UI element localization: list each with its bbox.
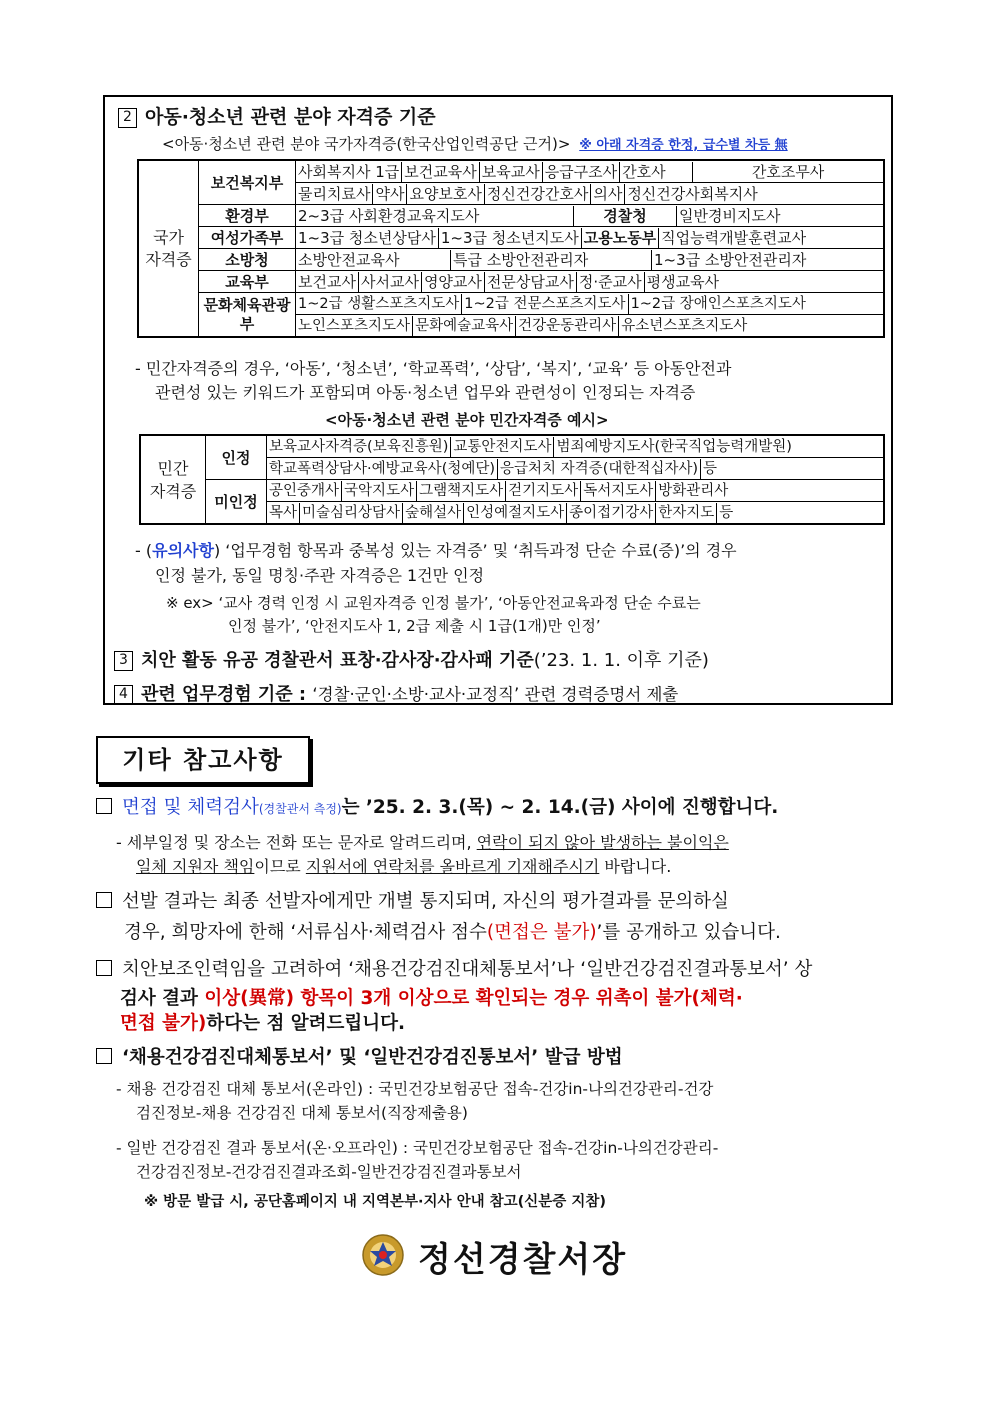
table-cell: 숲해설사 bbox=[403, 503, 464, 523]
table-cell: 일반경비지도사 bbox=[679, 206, 781, 225]
table-cell: 그램책지도사 bbox=[417, 481, 506, 501]
caution-text: ) ‘업무경험 항목과 중복성 있는 자격증’ 및 ‘취득과정 단순 수료(증)’의 경우 bbox=[213, 541, 737, 560]
section-title: 치안 활동 유공 경찰관서 표창·감사장·감사패 기준 bbox=[141, 650, 534, 671]
text: 경우, 희망자에 한해 ‘서류심사·체력검사 점수 bbox=[124, 922, 487, 943]
table-cell: 응급처치 자격증(대한적십자사) bbox=[498, 459, 701, 479]
red-text: 면접 불가) bbox=[120, 1013, 207, 1034]
section-suffix: (’23. 1. 1. 이후 기준) bbox=[533, 650, 709, 671]
red-text: (면접은 불가) bbox=[486, 922, 597, 943]
table-cell: 1~3급 청소년지도사 bbox=[439, 228, 582, 248]
notapproved-row-1 bbox=[267, 481, 883, 501]
ministry-police: 경찰청 bbox=[574, 206, 677, 226]
checkbox-icon bbox=[96, 1048, 112, 1064]
text: - 세부일정 및 장소는 전화 또는 문자로 알려드리며, bbox=[116, 833, 477, 852]
table-cell: 정·준교사 bbox=[577, 272, 645, 292]
private-desc-1: - 민간자격증의 경우, ‘아동’, ‘청소년’, ‘학교폭력’, ‘상담’, ‘복지’, ‘교육’ 등 아동안전과 bbox=[135, 359, 732, 378]
etc-item-2 bbox=[96, 887, 729, 913]
national-caption bbox=[162, 133, 788, 154]
table-cell: 유소년스포츠지도사 bbox=[621, 317, 748, 334]
caution-line-2: 인정 불가, 동일 명칭·주관 자격증은 1건만 인정 bbox=[155, 566, 485, 585]
text: 선발 결과는 최종 선발자에게만 개별 통지되며, 자신의 평가결과를 문의하실 bbox=[122, 891, 729, 912]
checkbox-icon bbox=[96, 798, 112, 814]
caution-word: 유의사항 bbox=[152, 541, 214, 560]
table-cell: 사회복지사 1급 bbox=[296, 162, 402, 182]
culture-row-1 bbox=[296, 294, 883, 314]
table-cell: 목사 bbox=[267, 503, 300, 523]
table-cell: 보육교사 bbox=[480, 162, 543, 182]
section-number: 4 bbox=[114, 685, 133, 705]
etc-item-4-note: ※ 방문 발급 시, 공단홈페이지 내 지역본부·지사 안내 참고(신분증 지참) bbox=[144, 1194, 606, 1210]
section-4-heading bbox=[114, 680, 678, 706]
bokji-row-1 bbox=[296, 162, 883, 182]
ministry-edu: 교육부 bbox=[199, 271, 296, 293]
table-cell: 평생교육사 bbox=[646, 272, 720, 291]
table-cell: 범죄예방지도사(한국직업능력개발원) bbox=[556, 438, 792, 455]
edu-row bbox=[296, 272, 883, 292]
table-cell: 약사 bbox=[373, 184, 407, 204]
section-title: 관련 업무경험 기준 : bbox=[141, 684, 307, 705]
caution-line-1 bbox=[135, 538, 737, 561]
table-cell: 1~2급 생활스포츠지도사 bbox=[296, 294, 462, 314]
etc-item-4-b-1: - 일반 건강검진 결과 통보서(온·오프라인) : 국민건강보험공단 접속-건강in-나의건강관리- bbox=[116, 1139, 719, 1157]
etc-item-4 bbox=[96, 1043, 623, 1069]
etc-item-2-line-2 bbox=[124, 918, 781, 944]
item-text: 는 ’25. 2. 3.(목) ~ 2. 14.(금) 사이에 진행합니다. bbox=[341, 797, 779, 818]
table-cell: 물리치료사 bbox=[296, 184, 373, 204]
table-cell: 인성예절지도사 bbox=[464, 503, 567, 523]
env-row bbox=[296, 206, 883, 226]
table-cell: 학교폭력상담사·예방교육사(청예단) bbox=[267, 459, 498, 479]
notapproved-head: 미인정 bbox=[206, 480, 267, 525]
table-cell: 문화예술교육사 bbox=[413, 316, 516, 336]
section-3-heading bbox=[114, 646, 709, 672]
etc-item-4-a-2: 검진정보-채용 건강검진 대체 통보서(직장제출용) bbox=[136, 1104, 468, 1122]
table-cell: 요양보호사 bbox=[407, 184, 484, 204]
underlined-text: 지원서에 연락처를 올바르게 기재해주시기 bbox=[305, 857, 600, 876]
table-cell: 노인스포츠지도사 bbox=[296, 316, 413, 336]
etc-title: 기타 참고사항 bbox=[96, 736, 310, 784]
notapproved-row-2 bbox=[267, 503, 883, 523]
private-table bbox=[139, 434, 885, 525]
national-table bbox=[137, 159, 885, 338]
ministry-labor: 고용노동부 bbox=[582, 228, 659, 248]
text: ‘채용건강검진대체통보서’ 및 ‘일반건강검진통보서’ 발급 방법 bbox=[122, 1047, 623, 1068]
table-cell: 소방안전교육사 bbox=[296, 250, 451, 270]
text: ’를 공개하고 있습니다. bbox=[596, 922, 781, 943]
example-line-1: ※ ex> ‘교사 경력 인정 시 교원자격증 인정 불가’, ‘아동안전교육과정 단순 수료는 bbox=[166, 594, 701, 612]
etc-item-4-b-2: 건강검진정보-건강검진결과조회-일반건강검진결과통보서 bbox=[136, 1163, 522, 1181]
table-cell: 보건교육사 bbox=[402, 162, 479, 182]
table-cell: 직업능력개발훈련교사 bbox=[661, 228, 807, 247]
text: 검사 결과 bbox=[120, 988, 205, 1009]
etc-item-3-line-2 bbox=[120, 984, 743, 1010]
family-row bbox=[296, 228, 883, 248]
text: 하다는 점 알려드립니다. bbox=[206, 1013, 406, 1034]
table-cell: 교통안전지도사 bbox=[451, 437, 554, 457]
table-cell: 2~3급 사회환경교육지도사 bbox=[296, 206, 574, 226]
example-line-2: 인정 불가’, ‘안전지도사 1, 2급 제출 시 1급(1개)만 인정’ bbox=[228, 617, 601, 635]
approved-row-1 bbox=[267, 437, 883, 457]
table-cell: 1~2급 전문스포츠지도사 bbox=[462, 294, 628, 314]
table-cell: 1~3급 소방안전관리자 bbox=[654, 250, 807, 269]
caption-text: <아동·청소년 관련 분야 국가자격증(한국산업인력공단 근거)> bbox=[162, 135, 571, 153]
table-cell: 응급구조사 bbox=[543, 162, 620, 182]
blue-small-text: (경찰관서 측정) bbox=[258, 802, 342, 816]
text: 이므로 bbox=[254, 857, 306, 876]
text: 치안보조인력임을 고려하여 ‘채용건강검진대체통보서’나 ‘일반건강검진결과통보서’ 상 bbox=[122, 959, 813, 980]
culture-row-2 bbox=[296, 316, 883, 336]
table-cell: 의사 bbox=[591, 184, 625, 204]
table-cell: 간호조무사 bbox=[751, 162, 825, 181]
table-cell: 특급 소방안전관리자 bbox=[451, 250, 652, 270]
private-desc-2: 관련성 있는 키워드가 포함되며 아동·청소년 업무와 관련성이 인정되는 자격증 bbox=[155, 383, 696, 402]
etc-item-3 bbox=[96, 955, 812, 981]
section-2-heading bbox=[118, 102, 436, 129]
signature: 정선경찰서장 bbox=[418, 1240, 628, 1280]
table-cell: 등 bbox=[719, 504, 734, 521]
table-cell: 종이접기강사 bbox=[567, 503, 656, 523]
table-cell: 정신건강사회복지사 bbox=[627, 184, 758, 203]
table-cell: 전문상담교사 bbox=[485, 272, 577, 292]
etc-item-1-sub-2 bbox=[136, 854, 671, 877]
table-cell: 독서지도사 bbox=[581, 481, 656, 501]
table-cell: 국악지도사 bbox=[342, 481, 417, 501]
ministry-env: 환경부 bbox=[199, 205, 296, 227]
approved-head: 인정 bbox=[206, 435, 267, 480]
table-cell: 보육교사자격증(보육진흥원) bbox=[267, 437, 451, 457]
caution-prefix: - ( bbox=[135, 541, 153, 560]
ministry-bokji: 보건복지부 bbox=[199, 160, 296, 205]
table-cell: 사서교사 bbox=[359, 272, 422, 292]
section-number: 3 bbox=[114, 651, 133, 671]
table-cell: 정신건강간호사 bbox=[485, 184, 591, 204]
ministry-family: 여성가족부 bbox=[199, 227, 296, 249]
table-cell: 영양교사 bbox=[422, 272, 485, 292]
table-cell: 공인중개사 bbox=[267, 481, 342, 501]
table-cell: 보건교사 bbox=[296, 272, 359, 292]
table-cell: 건강운동관리사 bbox=[516, 316, 619, 336]
etc-item-1-sub-1 bbox=[116, 830, 729, 853]
etc-item-3-line-3 bbox=[120, 1009, 405, 1035]
table-cell: 1~3급 청소년상담사 bbox=[296, 228, 439, 248]
table-cell: 걷기지도사 bbox=[506, 481, 581, 501]
checkbox-icon bbox=[96, 892, 112, 908]
text: 바랍니다. bbox=[599, 857, 672, 876]
section-title: 아동·청소년 관련 분야 자격증 기준 bbox=[145, 106, 436, 128]
bokji-row-2 bbox=[296, 184, 883, 204]
table-cell: 방화관리사 bbox=[658, 482, 729, 499]
etc-item-1 bbox=[96, 793, 778, 819]
national-note: ※ 아래 자격증 한정, 급수별 차등 無 bbox=[579, 138, 788, 153]
approved-row-2 bbox=[267, 459, 883, 479]
table-cell: 등 bbox=[703, 460, 718, 477]
table-cell: 1~2급 장애인스포츠지도사 bbox=[630, 295, 806, 312]
blue-text: 면접 및 체력검사 bbox=[122, 797, 259, 818]
underlined-text: 연락이 되지 않아 발생하는 불이익은 bbox=[476, 833, 729, 852]
table-cell: 간호사 bbox=[620, 162, 693, 182]
ministry-fire: 소방청 bbox=[199, 249, 296, 271]
fire-row bbox=[296, 250, 883, 270]
etc-item-4-a-1: - 채용 건강검진 대체 통보서(온라인) : 국민건강보험공단 접속-건강in-나의건강관리-건강 bbox=[116, 1080, 714, 1098]
underlined-text: 일체 지원자 책임 bbox=[136, 857, 255, 876]
private-caption: <아동·청소년 관련 분야 민간자격증 예시> bbox=[325, 411, 609, 429]
checkbox-icon bbox=[96, 960, 112, 976]
private-label: 민간 자격증 bbox=[140, 435, 206, 524]
national-label: 국가 자격증 bbox=[138, 160, 199, 337]
table-cell: 미술심리상담사 bbox=[300, 503, 403, 523]
ministry-culture: 문화체육관광부 bbox=[199, 293, 296, 338]
section-number: 2 bbox=[118, 108, 137, 128]
table-cell: 한자지도 bbox=[656, 503, 717, 523]
police-emblem-icon bbox=[362, 1234, 404, 1276]
red-text: 이상(異常) 항목이 3개 이상으로 확인되는 경우 위촉이 불가(체력· bbox=[204, 988, 743, 1009]
section-desc: ‘경찰·군인·소방·교사·교정직’ 관련 경력증명서 제출 bbox=[312, 685, 679, 704]
